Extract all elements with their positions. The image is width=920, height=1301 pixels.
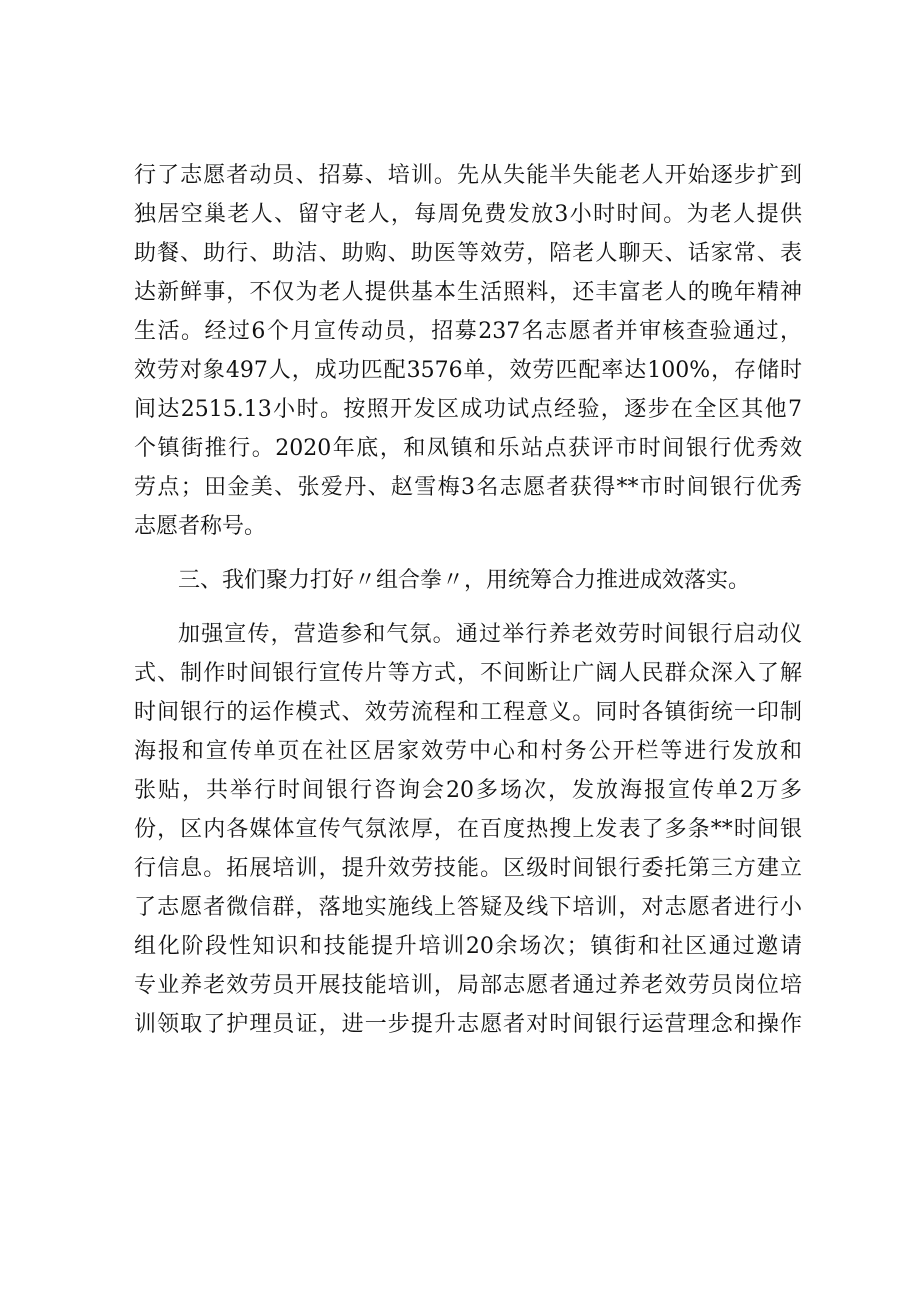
text-line: 志愿者称号。 [134,514,267,539]
text-line: 个镇街推行。2020年底，和凤镇和乐站点获评市时间银行优秀效 [134,436,802,461]
paragraph-volunteer-recruitment [134,156,802,546]
text-line: 行了志愿者动员、招募、培训。先从失能半失能老人开始逐步扩到 [134,163,802,188]
text-line: 效劳对象497人，成功匹配3576单，效劳匹配率达100%，存储时 [134,358,802,383]
document-body [134,156,802,1044]
text-line: 间达2515.13小时。按照开发区成功试点经验，逐步在全区其他7 [134,397,802,422]
text-line: 组化阶段性知识和技能提升培训20余场次；镇街和社区通过邀请 [134,934,802,959]
text-line: 训领取了护理员证，进一步提升志愿者对时间银行运营理念和操作 [134,1012,802,1037]
text-line: 份，区内各媒体宣传气氛浓厚，在百度热搜上发表了多条**时间银 [134,817,802,842]
text-line: 独居空巢老人、留守老人，每周免费发放3小时时间。为老人提供 [134,202,802,227]
text-line: 张贴，共举行时间银行咨询会20多场次，发放海报宣传单2万多 [134,778,802,803]
text-line: 专业养老效劳员开展技能培训，局部志愿者通过养老效劳员岗位培 [134,973,802,998]
text-line: 海报和宣传单页在社区居家效劳中心和村务公开栏等进行发放和 [134,739,802,764]
text-line: 助餐、助行、助洁、助购、助医等效劳，陪老人聊天、话家常、表 [134,241,802,266]
text-line: 达新鲜事，不仅为老人提供基本生活照料，还丰富老人的晚年精神 [134,280,802,305]
text-line: 加强宣传，营造参和气氛。通过举行养老效劳时间银行启动仪 [178,622,802,647]
section-heading-3: 三、我们聚力打好〃组合拳〃，用统筹合力推进成效落实。 [178,568,751,593]
text-line: 生活。经过6个月宣传动员，招募237名志愿者并审核查验通过， [134,319,802,344]
text-line: 时间银行的运作模式、效劳流程和工程意义。同时各镇街统一印制 [134,700,802,725]
text-line: 式、制作时间银行宣传片等方式，不间断让广阔人民群众深入了解 [134,661,802,686]
paragraph-publicity-training [134,615,802,1044]
text-line: 行信息。拓展培训，提升效劳技能。区级时间银行委托第三方建立 [134,856,802,881]
text-line: 了志愿者微信群，落地实施线上答疑及线下培训，对志愿者进行小 [134,895,802,920]
text-line: 劳点；田金美、张爱丹、赵雪梅3名志愿者获得**市时间银行优秀 [134,475,802,500]
